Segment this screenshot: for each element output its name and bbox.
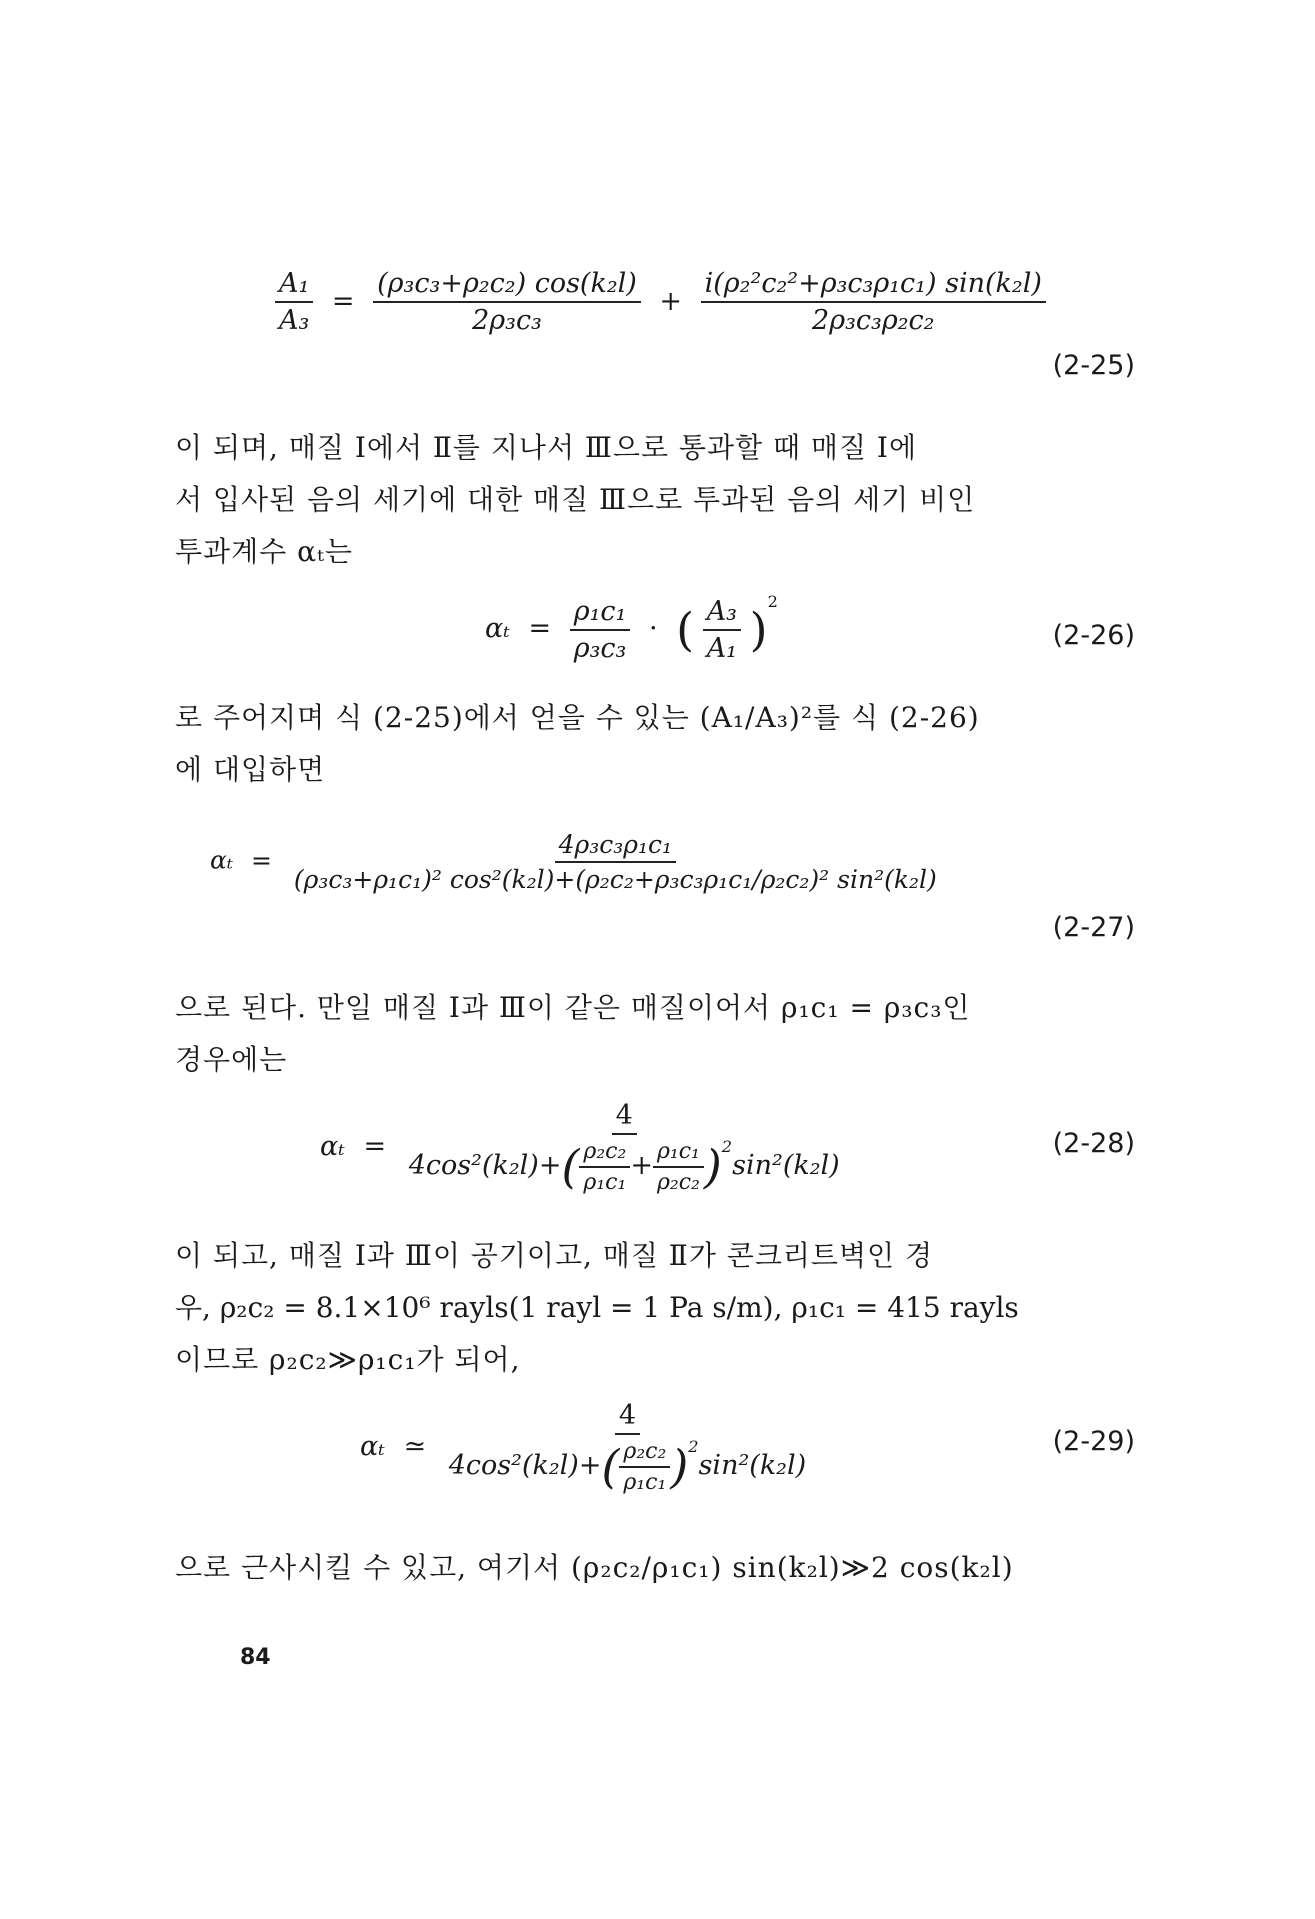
text-line: 에 대입하면 bbox=[175, 753, 326, 786]
ratio-fraction bbox=[570, 596, 631, 664]
numerator: A₁ bbox=[275, 268, 313, 303]
alpha-t: αₜ bbox=[320, 1130, 345, 1162]
page-number: 84 bbox=[240, 1645, 271, 1670]
inner-fraction: $\frac{\text{ρ₂c₂}}{\text{ρ₁c₁}}$ bbox=[619, 1439, 670, 1495]
inner-fraction-2: $\frac{\text{ρ₁c₁}}{\text{ρ₂c₂}}$ bbox=[653, 1139, 704, 1195]
paragraph-5 bbox=[175, 1542, 1160, 1594]
alpha-t: αₜ bbox=[485, 613, 510, 644]
exponent: 2 bbox=[767, 592, 778, 611]
document-page bbox=[175, 230, 1160, 1770]
text-line: 이 되며, 매질 Ⅰ에서 Ⅱ를 지나서 Ⅲ으로 통과할 때 매질 Ⅰ에 bbox=[175, 431, 918, 464]
text-line: 우, ρ₂c₂ = 8.1×10⁶ rayls(1 rayl = 1 Pa s/m), ρ₁c₁ = 415 rayls bbox=[175, 1291, 1019, 1324]
numerator: A₃ bbox=[703, 596, 741, 631]
denominator: 4cos²(k₂l)+( $\frac{\text{ρ₂c₂}}{\text{ρ₁c₁}}$ )$^2$sin²(k₂l) bbox=[448, 1437, 807, 1495]
numerator: i(ρ₂²c₂²+ρ₃c₃ρ₁c₁) sin(k₂l) bbox=[701, 268, 1046, 303]
main-fraction bbox=[290, 830, 941, 894]
main-fraction bbox=[445, 1400, 810, 1495]
alpha-t: αₜ bbox=[360, 1430, 385, 1462]
equation-2-26: αₜ = $\frac{\text{ρ₁c₁}}{\text{ρ₃c₃}}$ · ( $\frac{\text{A₃}}{\text{A₁}}$ )$^2$ bbox=[485, 592, 778, 664]
numerator: ρ₁c₁ bbox=[570, 596, 631, 631]
numerator: 4ρ₃c₃ρ₁c₁ bbox=[555, 830, 676, 863]
equation-label: (2-26) bbox=[1052, 620, 1135, 651]
denominator: A₃ bbox=[279, 305, 310, 336]
term2-fraction bbox=[701, 268, 1046, 336]
denominator: A₁ bbox=[706, 632, 738, 664]
text-line: 경우에는 bbox=[175, 1043, 288, 1076]
amplitude-fraction bbox=[703, 596, 741, 664]
equation-label: (2-25) bbox=[1052, 350, 1135, 381]
equation-label: (2-28) bbox=[1052, 1128, 1135, 1159]
text-line: 이므로 ρ₂c₂≫ρ₁c₁가 되어, bbox=[175, 1343, 521, 1376]
numerator: 4 bbox=[615, 1400, 640, 1435]
paragraph-3 bbox=[175, 982, 1160, 1086]
equation-label: (2-27) bbox=[1052, 912, 1135, 943]
paragraph-2 bbox=[175, 692, 1160, 796]
numerator: 4 bbox=[612, 1100, 637, 1135]
text-line: 으로 된다. 만일 매질 Ⅰ과 Ⅲ이 같은 매질이어서 ρ₁c₁ = ρ₃c₃인 bbox=[175, 991, 971, 1024]
text-line: 으로 근사시킬 수 있고, 여기서 (ρ₂c₂/ρ₁c₁) sin(k₂l)≫2 cos(k₂l) bbox=[175, 1551, 1014, 1584]
denominator: 2ρ₃c₃ bbox=[472, 305, 542, 336]
term1-fraction bbox=[373, 268, 641, 336]
equation-2-25: $\frac{\text{A₁}}{\text{A₃}}$ = $\frac{\text{(ρ₃c₃+ρ₂c₂) cos(k₂l)}}{\text{2ρ₃c₃}}$ + $\frac{\text{i(ρ₂²c₂²+ρ₃c₃ρ₁c₁) sin(k₂l)}}{\text{2ρ₃c₃ρ₂c₂}}$ bbox=[275, 268, 1155, 336]
denominator: (ρ₃c₃+ρ₁c₁)² cos²(k₂l)+(ρ₂c₂+ρ₃c₃ρ₁c₁/ρ₂c₂)² sin²(k₂l) bbox=[293, 865, 937, 894]
numerator: (ρ₃c₃+ρ₂c₂) cos(k₂l) bbox=[373, 268, 641, 303]
equation-2-27: αₜ = $\frac{\text{4ρ₃c₃ρ₁c₁}}{\text{(ρ₃c₃+ρ₁c₁)² cos²(k₂l)+(ρ₂c₂+ρ₃c₃ρ₁c₁/ρ₂c₂)² sin²(k₂l)}}$ bbox=[210, 830, 1160, 894]
denominator: 2ρ₃c₃ρ₂c₂ bbox=[812, 305, 935, 336]
equation-2-28: αₜ = 4 4cos²(k₂l)+( $\frac{\text{ρ₂c₂}}{\text{ρ₁c₁}}$ + $\frac{\text{ρ₁c₁}}{\text{ρ₂c₂}}$ )$^2$sin²(k₂l) bbox=[320, 1100, 844, 1195]
text-line: 서 입사된 음의 세기에 대한 매질 Ⅲ으로 투과된 음의 세기 비인 bbox=[175, 483, 976, 516]
main-fraction bbox=[405, 1100, 844, 1195]
equation-2-29: αₜ ≃ 4 4cos²(k₂l)+( $\frac{\text{ρ₂c₂}}{\text{ρ₁c₁}}$ )$^2$sin²(k₂l) bbox=[360, 1400, 810, 1495]
inner-fraction-1: $\frac{\text{ρ₂c₂}}{\text{ρ₁c₁}}$ bbox=[579, 1139, 630, 1195]
lhs-fraction bbox=[275, 268, 313, 336]
denominator: ρ₃c₃ bbox=[573, 632, 627, 664]
paragraph-1 bbox=[175, 422, 1160, 578]
text-line: 투과계수 αₜ는 bbox=[175, 535, 353, 568]
equation-label: (2-29) bbox=[1052, 1426, 1135, 1457]
text-line: 이 되고, 매질 Ⅰ과 Ⅲ이 공기이고, 매질 Ⅱ가 콘크리트벽인 경 bbox=[175, 1239, 934, 1272]
alpha-t: αₜ bbox=[210, 845, 234, 875]
paragraph-4 bbox=[175, 1230, 1160, 1386]
denominator: 4cos²(k₂l)+( $\frac{\text{ρ₂c₂}}{\text{ρ₁c₁}}$ + $\frac{\text{ρ₁c₁}}{\text{ρ₂c₂}}$ )$^2$sin²(k₂l) bbox=[408, 1137, 840, 1195]
text-line: 로 주어지며 식 (2-25)에서 얻을 수 있는 (A₁/A₃)²를 식 (2-26) bbox=[175, 701, 980, 734]
